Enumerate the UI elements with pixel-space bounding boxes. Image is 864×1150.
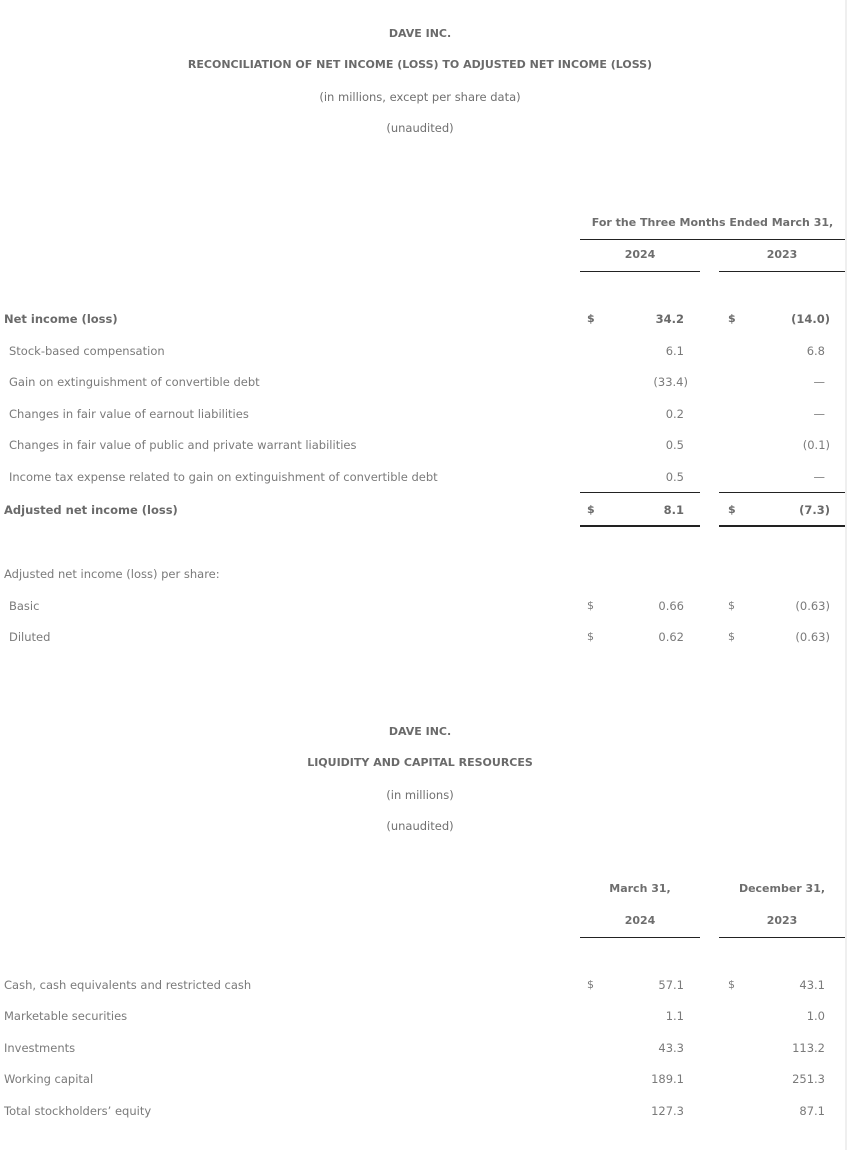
value-2023: — bbox=[813, 470, 825, 484]
value-2023: — bbox=[813, 375, 825, 389]
value-2023: 87.1 bbox=[799, 1104, 825, 1118]
value-2024: 0.66 bbox=[658, 599, 684, 613]
value-2024: 34.2 bbox=[655, 312, 684, 326]
total-rule-2024 bbox=[580, 525, 700, 527]
currency-symbol: $ bbox=[728, 503, 736, 516]
period-header: For the Three Months Ended March 31, bbox=[591, 216, 834, 229]
column-2023: 2023 bbox=[766, 248, 798, 261]
column-march-header: March 31, bbox=[609, 882, 671, 895]
currency-symbol: $ bbox=[587, 978, 594, 991]
value-2024: 0.62 bbox=[658, 630, 684, 644]
value-2024: (33.4) bbox=[653, 375, 688, 389]
currency-symbol: $ bbox=[587, 599, 594, 612]
subtotal-rule-2023 bbox=[719, 492, 845, 493]
value-2023: (7.3) bbox=[799, 503, 830, 517]
row-label: Stock-based compensation bbox=[9, 344, 165, 358]
value-2024: 57.1 bbox=[658, 978, 684, 992]
column-rule-december bbox=[719, 937, 845, 938]
row-label: Basic bbox=[9, 599, 40, 613]
currency-symbol: $ bbox=[728, 978, 735, 991]
column-rule-2023 bbox=[719, 271, 845, 272]
row-label: Diluted bbox=[9, 630, 51, 644]
company-name: DAVE INC. bbox=[388, 27, 452, 40]
row-label: Total stockholders’ equity bbox=[4, 1104, 152, 1118]
units-note: (in millions) bbox=[386, 788, 454, 802]
value-2023: 6.8 bbox=[806, 344, 825, 358]
value-2023: (0.63) bbox=[795, 599, 830, 613]
table-title: RECONCILIATION OF NET INCOME (LOSS) TO ADJUSTED NET INCOME (LOSS) bbox=[187, 58, 653, 71]
value-2024: 0.2 bbox=[665, 407, 684, 421]
row-label: Income tax expense related to gain on extinguishment of convertible debt bbox=[9, 470, 438, 484]
total-rule-2023 bbox=[719, 525, 845, 527]
currency-symbol: $ bbox=[587, 503, 595, 516]
value-2024: 189.1 bbox=[651, 1072, 684, 1086]
column-rule-march bbox=[580, 937, 700, 938]
currency-symbol: $ bbox=[728, 630, 735, 643]
currency-symbol: $ bbox=[728, 312, 736, 325]
header-rule bbox=[580, 239, 845, 240]
row-label: Gain on extinguishment of convertible debt bbox=[9, 375, 260, 389]
column-december-year: 2023 bbox=[766, 914, 798, 927]
value-2024: 0.5 bbox=[665, 470, 684, 484]
column-2024: 2024 bbox=[624, 248, 656, 261]
value-2023: (0.1) bbox=[802, 438, 830, 452]
audit-note: (unaudited) bbox=[386, 121, 454, 135]
currency-symbol: $ bbox=[587, 312, 595, 325]
value-2023: — bbox=[813, 407, 825, 421]
row-label: Marketable securities bbox=[4, 1009, 128, 1023]
company-name: DAVE INC. bbox=[388, 725, 452, 738]
row-label: Changes in fair value of public and private warrant liabilities bbox=[9, 438, 357, 452]
value-2024: 0.5 bbox=[665, 438, 684, 452]
value-2023: 43.1 bbox=[799, 978, 825, 992]
value-2024: 1.1 bbox=[665, 1009, 684, 1023]
row-label: Changes in fair value of earnout liabilities bbox=[9, 407, 249, 421]
page-edge-divider bbox=[845, 0, 847, 1150]
value-2023: 251.3 bbox=[792, 1072, 825, 1086]
value-2023: (14.0) bbox=[791, 312, 830, 326]
column-december-header: December 31, bbox=[738, 882, 826, 895]
currency-symbol: $ bbox=[587, 630, 594, 643]
row-label: Working capital bbox=[4, 1072, 94, 1086]
audit-note: (unaudited) bbox=[386, 819, 454, 833]
units-note: (in millions, except per share data) bbox=[319, 90, 521, 104]
column-march-year: 2024 bbox=[624, 914, 656, 927]
row-label: Net income (loss) bbox=[4, 312, 118, 326]
value-2024: 127.3 bbox=[651, 1104, 684, 1118]
row-label: Adjusted net income (loss) bbox=[4, 503, 178, 517]
value-2024: 6.1 bbox=[665, 344, 684, 358]
row-label: Investments bbox=[4, 1041, 76, 1055]
per-share-label: Adjusted net income (loss) per share: bbox=[4, 567, 220, 581]
currency-symbol: $ bbox=[728, 599, 735, 612]
subtotal-rule-2024 bbox=[580, 492, 700, 493]
value-2024: 43.3 bbox=[658, 1041, 684, 1055]
value-2023: 1.0 bbox=[806, 1009, 825, 1023]
row-label: Cash, cash equivalents and restricted cash bbox=[4, 978, 252, 992]
value-2024: 8.1 bbox=[663, 503, 684, 517]
table-title: LIQUIDITY AND CAPITAL RESOURCES bbox=[307, 756, 533, 769]
value-2023: (0.63) bbox=[795, 630, 830, 644]
column-rule-2024 bbox=[580, 271, 700, 272]
value-2023: 113.2 bbox=[792, 1041, 825, 1055]
